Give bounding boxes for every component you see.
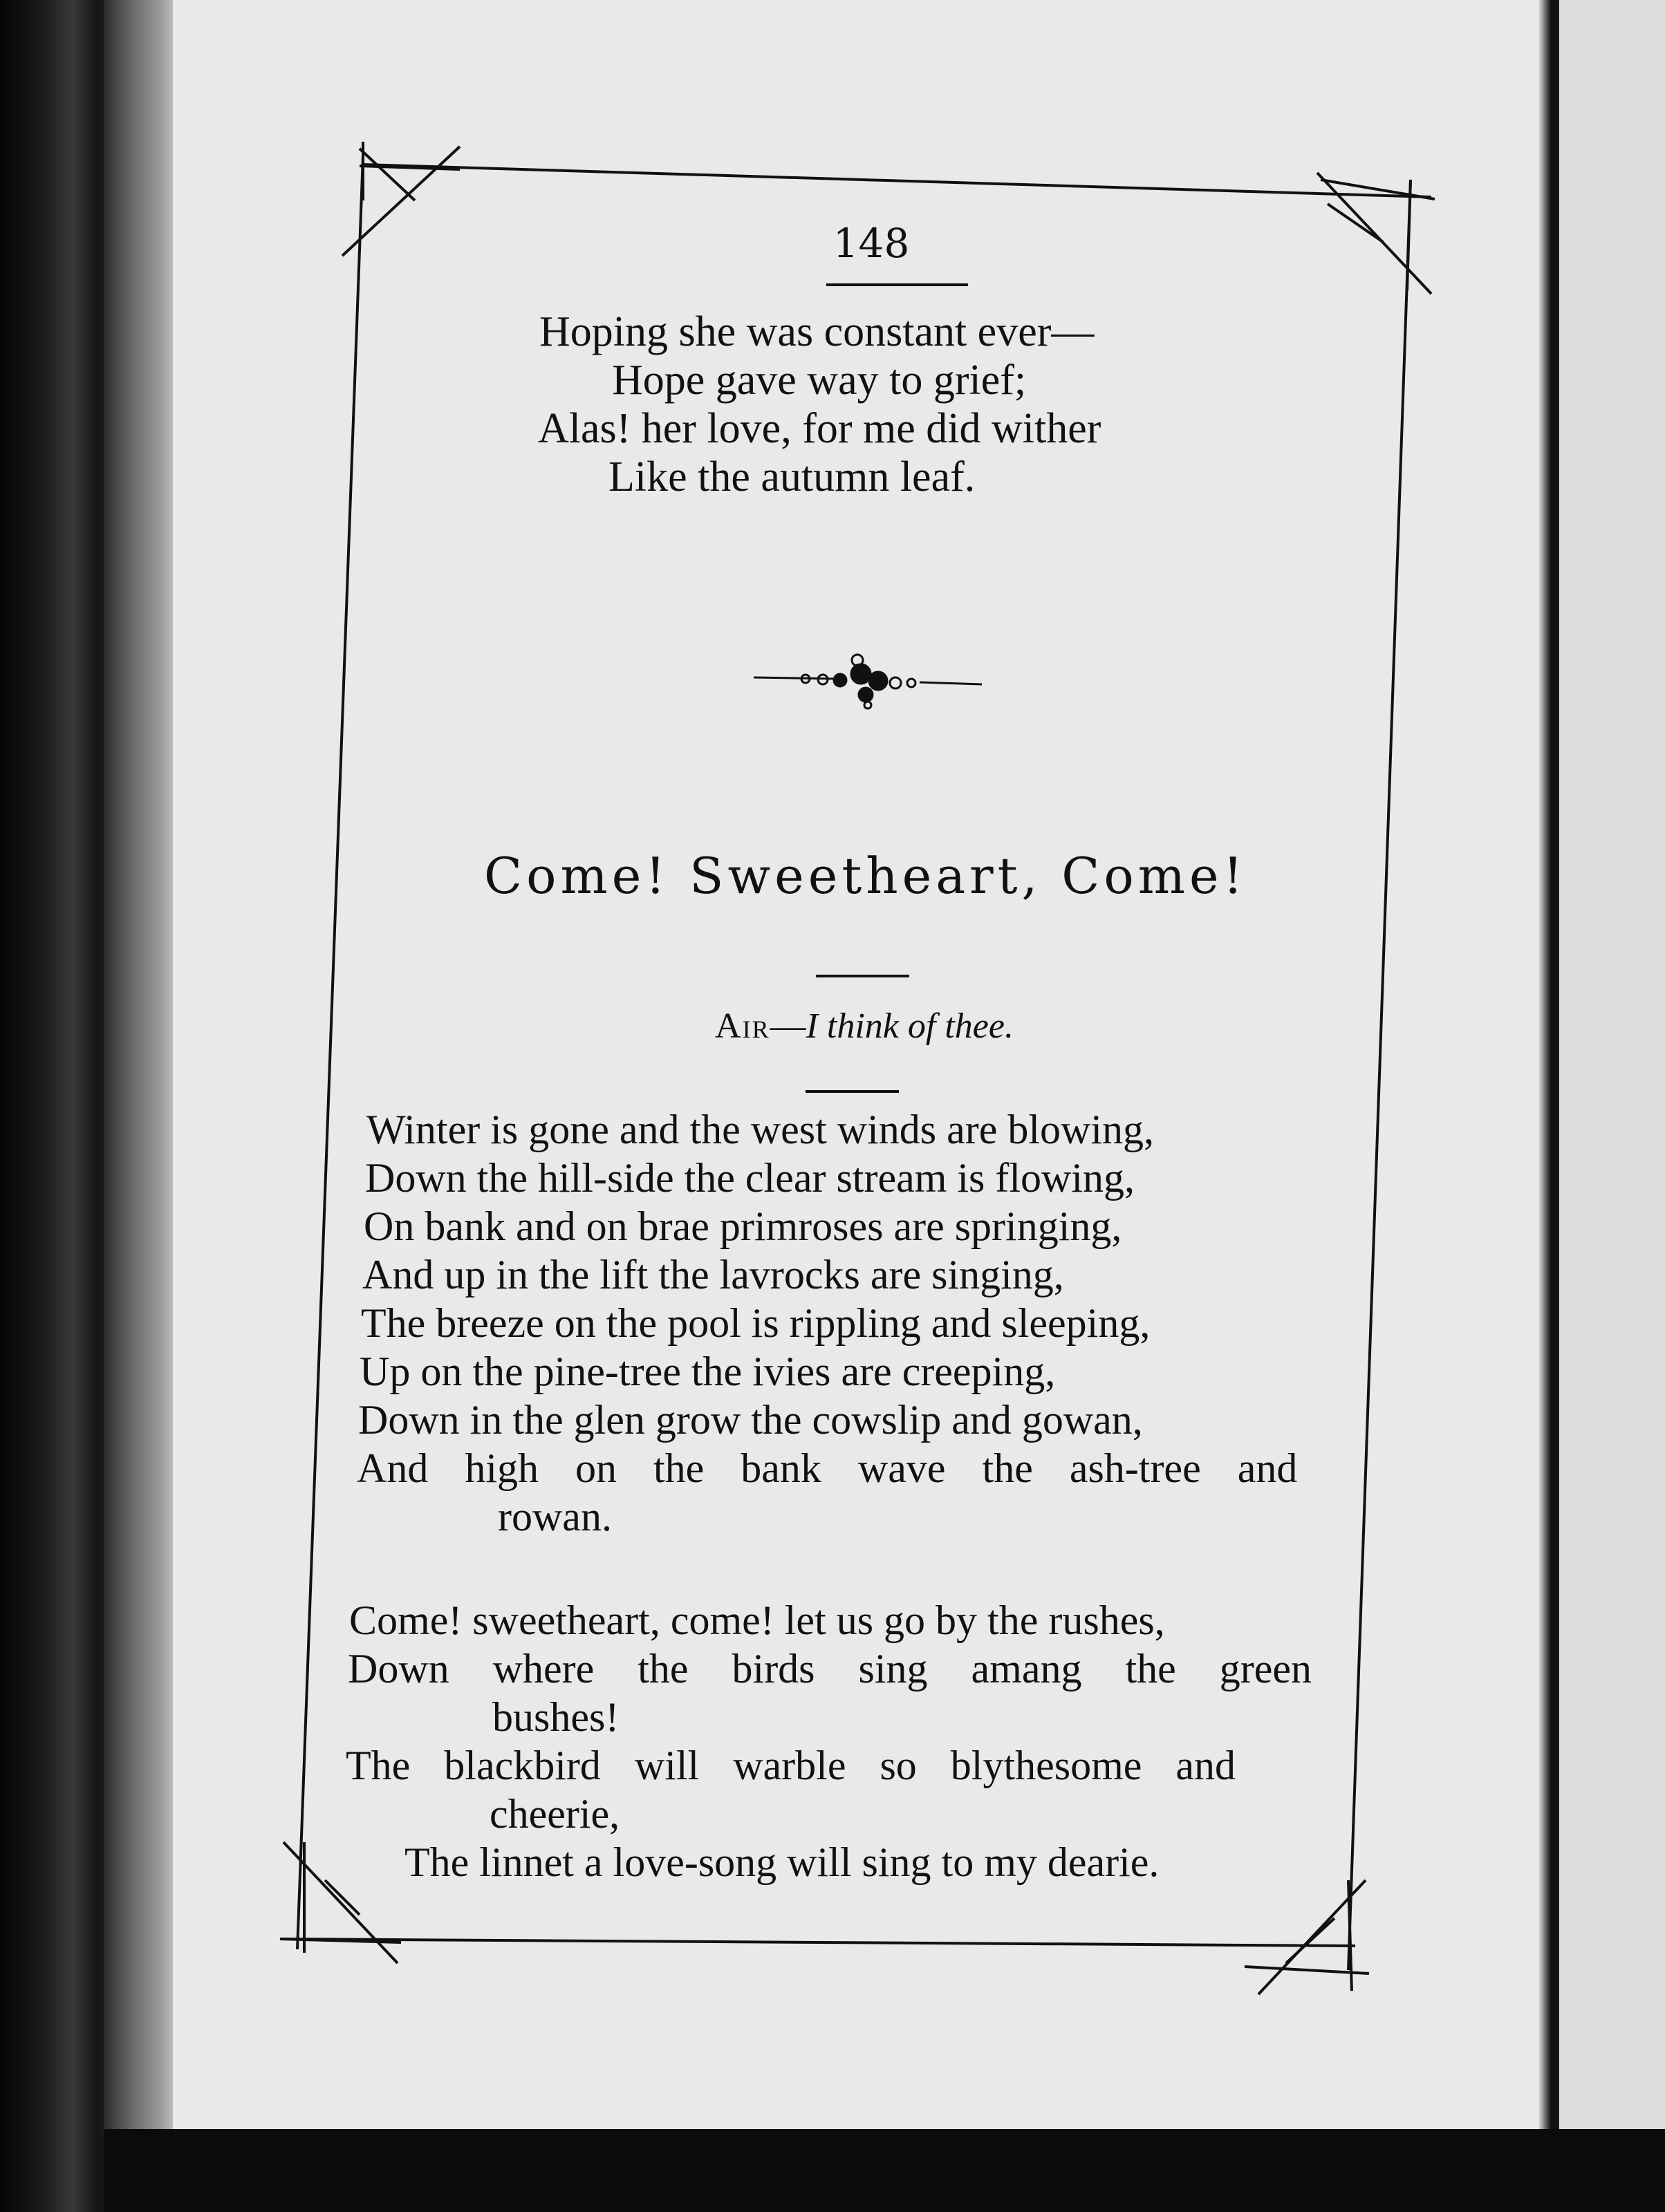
air-rule xyxy=(806,1090,899,1093)
title-rule xyxy=(816,975,909,977)
stanza-line: Down where the birds sing amang the green xyxy=(348,1646,1312,1691)
verse-line: Alas! her love, for me did wither xyxy=(538,405,1101,452)
verse-line: Like the autumn leaf. xyxy=(608,453,976,500)
air-tune-note xyxy=(588,1006,1141,1047)
song-title: Come! Sweetheart, Come! xyxy=(484,847,1247,905)
stanza-line: And high on the bank wave the ash-tree and xyxy=(357,1445,1298,1491)
air-dash: — xyxy=(770,1006,806,1046)
stanza-line: The breeze on the pool is rippling and sleeping, xyxy=(361,1300,1151,1346)
stanza-line-continued: bushes! xyxy=(492,1694,620,1740)
page-edge-shading xyxy=(104,0,180,2129)
stanza-line: Come! sweetheart, come! let us go by the rushes, xyxy=(349,1597,1165,1643)
stanza-line: Down the hill-side the clear stream is flowing, xyxy=(365,1155,1135,1201)
stanza-line: Up on the pine-tree the ivies are creeping, xyxy=(360,1349,1056,1394)
stanza-line: And up in the lift the lavrocks are singing, xyxy=(362,1252,1064,1297)
stanza-line: The blackbird will warble so blythesome and xyxy=(346,1743,1236,1788)
book-spine xyxy=(0,0,121,2212)
stanza-line: The linnet a love-song will sing to my dearie. xyxy=(404,1839,1160,1885)
page-bottom-shadow xyxy=(104,2129,1665,2212)
stanza-line: Winter is gone and the west winds are blowing, xyxy=(366,1107,1155,1152)
stanza-line-continued: rowan. xyxy=(498,1494,612,1539)
stanza-line: On bank and on brae primroses are springing, xyxy=(364,1203,1122,1249)
stanza-line-continued: cheerie, xyxy=(490,1791,620,1837)
air-tune-name: I think of thee. xyxy=(806,1006,1014,1046)
facing-page-edge xyxy=(1559,0,1665,2212)
verse-line: Hoping she was constant ever— xyxy=(539,308,1095,355)
stanza-line: Down in the glen grow the cowslip and gowan, xyxy=(358,1397,1143,1443)
verse-line: Hope gave way to grief; xyxy=(612,357,1027,404)
page-number: 148 xyxy=(832,220,910,267)
air-label: Air xyxy=(715,1006,770,1046)
page-number-rule xyxy=(826,283,968,286)
